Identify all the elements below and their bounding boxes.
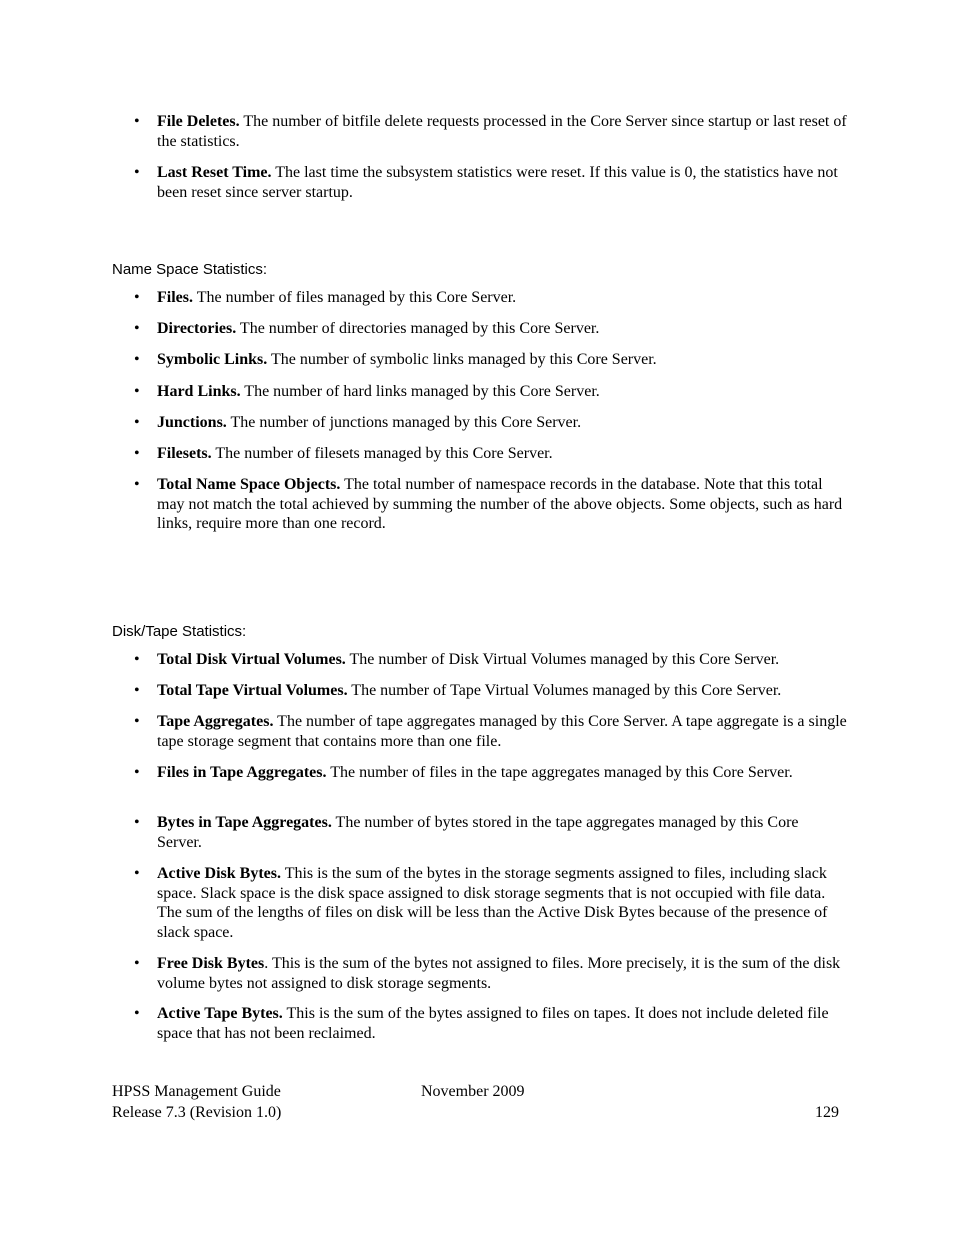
list-item xyxy=(134,864,847,942)
bullet-icon: • xyxy=(134,713,140,730)
item-term: File Deletes. xyxy=(157,113,240,130)
list-item xyxy=(134,382,847,402)
bullet-icon: • xyxy=(134,1005,140,1022)
list-item xyxy=(134,712,847,751)
bullet-icon: • xyxy=(134,476,140,493)
bullet-icon: • xyxy=(134,764,140,781)
item-term: Junctions. xyxy=(157,414,227,431)
item-term: Symbolic Links. xyxy=(157,351,268,368)
bullet-icon: • xyxy=(134,682,140,699)
bullet-icon: • xyxy=(134,383,140,400)
item-text: This is the sum of the bytes assigned to files on tapes. It does not include deleted file space that has not been reclaimed. xyxy=(157,1005,829,1042)
list-item xyxy=(134,112,847,151)
list-item xyxy=(134,681,847,701)
item-text: The last time the subsystem statistics were reset. If this value is 0, the statistics have not been reset since server startup. xyxy=(157,164,838,201)
item-text: This is the sum of the bytes in the storage segments assigned to files, including slack space. Slack space is the disk space assigned to disk storage segments that is not occupied with file data. The sum of the lengths of files on disk will be less than the Active Disk Bytes because of the presence of slack space. xyxy=(157,865,828,941)
item-term: Active Tape Bytes. xyxy=(157,1005,283,1022)
item-text: The number of bytes stored in the tape aggregates managed by this Core Server. xyxy=(157,814,799,851)
bullet-icon: • xyxy=(134,955,140,972)
bullet-icon: • xyxy=(134,814,140,831)
bullet-icon: • xyxy=(134,414,140,431)
bullet-icon: • xyxy=(134,289,140,306)
footer-date: November 2009 xyxy=(421,1083,525,1100)
item-text: The number of junctions managed by this Core Server. xyxy=(226,414,582,431)
list-item xyxy=(134,163,847,202)
item-term: Tape Aggregates. xyxy=(157,713,274,730)
list-item xyxy=(134,763,847,783)
item-text: The number of directories managed by this Core Server. xyxy=(236,320,600,337)
item-text: The number of bitfile delete requests processed in the Core Server since startup or last reset of the statistics. xyxy=(157,113,847,150)
item-term: Total Name Space Objects. xyxy=(157,476,341,493)
item-text: The number of hard links managed by this Core Server. xyxy=(240,383,600,400)
page-number: 129 xyxy=(815,1104,839,1121)
item-text: . This is the sum of the bytes not assigned to files. More precisely, it is the sum of the disk volume bytes not assigned to disk storage segments. xyxy=(157,955,841,992)
item-text: The number of filesets managed by this Core Server. xyxy=(211,445,553,462)
footer-release: Release 7.3 (Revision 1.0) xyxy=(112,1104,282,1121)
item-term: Hard Links. xyxy=(157,383,241,400)
item-term: Files. xyxy=(157,289,193,306)
item-text: The number of tape aggregates managed by this Core Server. A tape aggregate is a single tape storage segment that contains more than one file. xyxy=(157,713,847,750)
section-heading-disk-tape: Disk/Tape Statistics: xyxy=(112,623,247,640)
item-term: Free Disk Bytes xyxy=(157,955,265,972)
list-item xyxy=(134,954,847,993)
item-text: The number of files in the tape aggregates managed by this Core Server. xyxy=(326,764,793,781)
list-item xyxy=(134,288,847,308)
item-term: Bytes in Tape Aggregates. xyxy=(157,814,332,831)
bullet-icon: • xyxy=(134,445,140,462)
list-item xyxy=(134,444,847,464)
bullet-icon: • xyxy=(134,164,140,181)
bullet-icon: • xyxy=(134,651,140,668)
bullet-icon: • xyxy=(134,351,140,368)
item-term: Total Disk Virtual Volumes. xyxy=(157,651,346,668)
item-term: Total Tape Virtual Volumes. xyxy=(157,682,348,699)
item-text: The number of symbolic links managed by this Core Server. xyxy=(267,351,657,368)
list-item xyxy=(134,650,847,670)
item-text: The total number of namespace records in the database. Note that this total may not match the total achieved by summing the number of the above objects. Some objects, such as hard links, require more than one record. xyxy=(157,476,843,533)
item-term: Last Reset Time. xyxy=(157,164,272,181)
list-item xyxy=(134,475,847,534)
item-term: Filesets. xyxy=(157,445,212,462)
list-item xyxy=(134,413,847,433)
item-term: Active Disk Bytes. xyxy=(157,865,281,882)
list-item xyxy=(134,350,847,370)
item-text: The number of Tape Virtual Volumes managed by this Core Server. xyxy=(347,682,782,699)
item-text: The number of Disk Virtual Volumes managed by this Core Server. xyxy=(345,651,780,668)
item-term: Directories. xyxy=(157,320,237,337)
list-item xyxy=(134,1004,847,1043)
footer-guide-title: HPSS Management Guide xyxy=(112,1083,281,1100)
section-heading-name-space: Name Space Statistics: xyxy=(112,261,268,278)
bullet-icon: • xyxy=(134,865,140,882)
list-item xyxy=(134,813,847,852)
item-text: The number of files managed by this Core Server. xyxy=(193,289,517,306)
list-item xyxy=(134,319,847,339)
item-term: Files in Tape Aggregates. xyxy=(157,764,327,781)
bullet-icon: • xyxy=(134,113,140,130)
bullet-icon: • xyxy=(134,320,140,337)
